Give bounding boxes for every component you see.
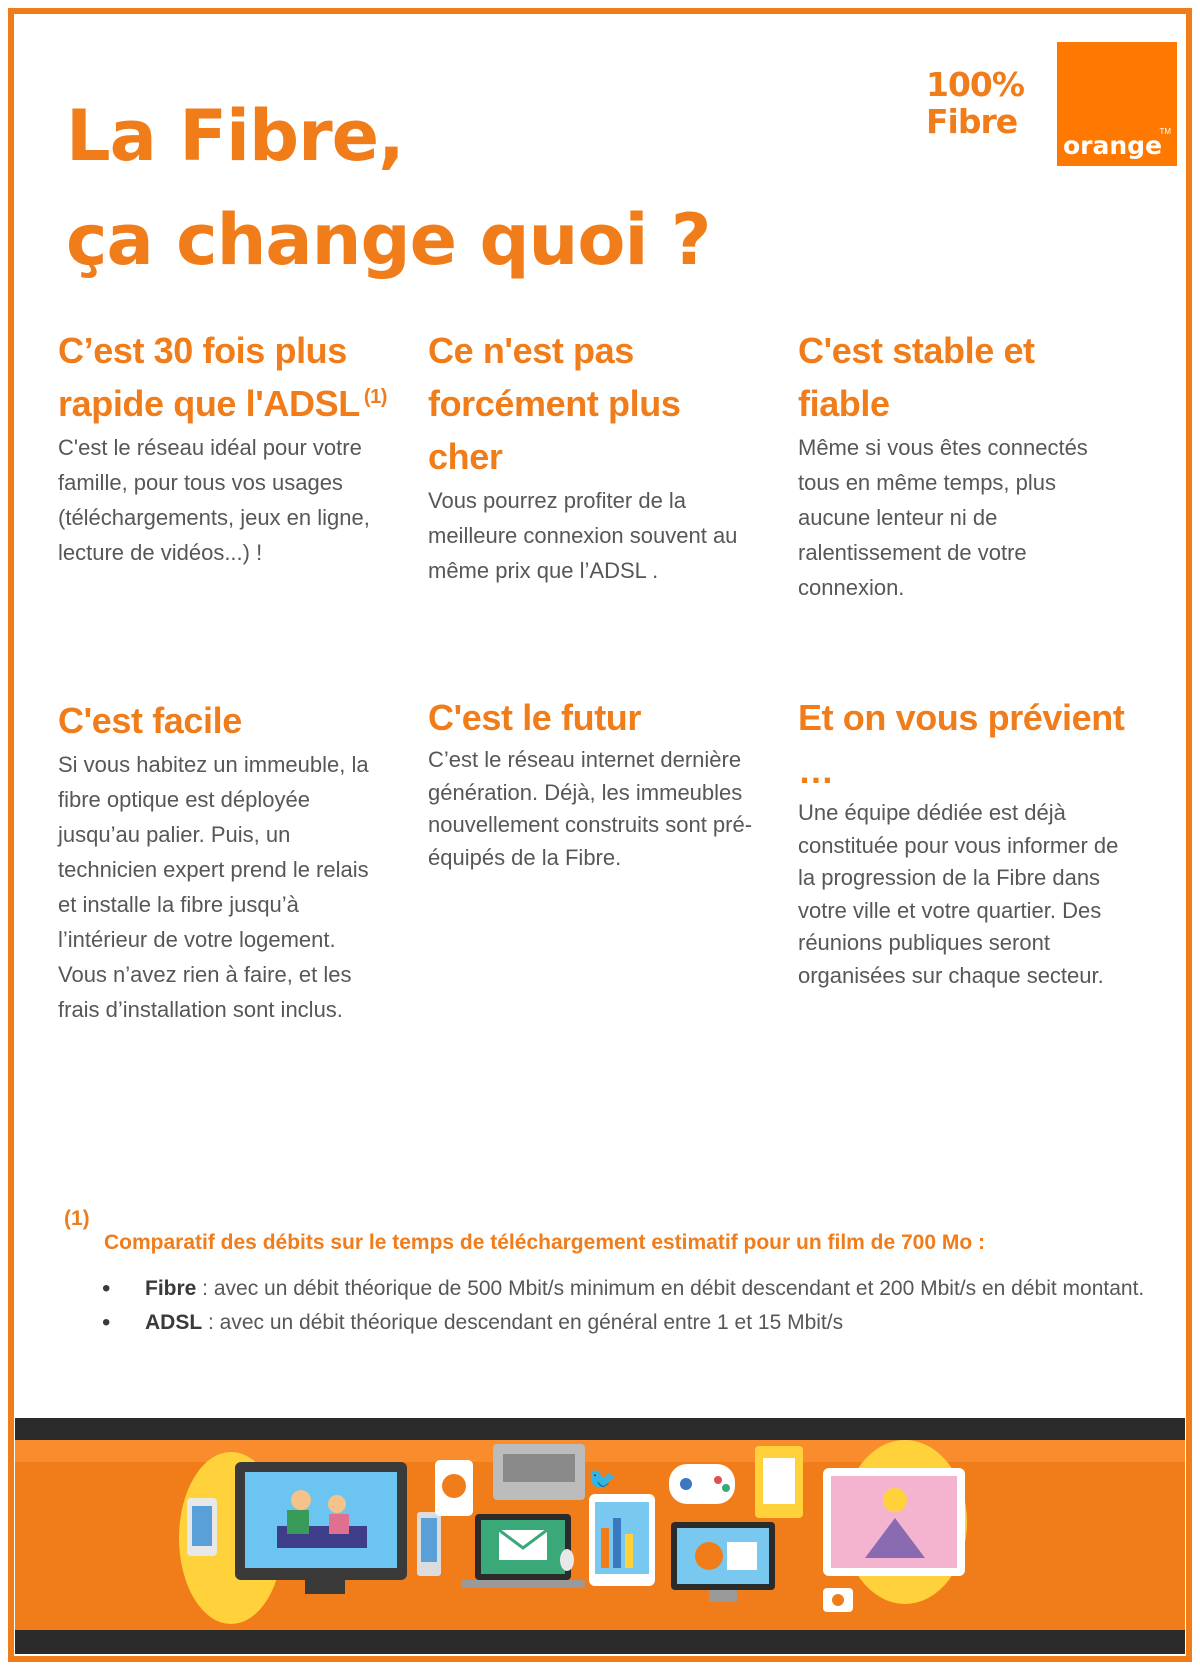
logo-wordmark: orange [1063,131,1163,160]
chat-phone-icon [435,1460,473,1516]
feature-title: C'est stable et fiable [798,330,1035,424]
feature-easy [58,694,388,1027]
feature-future [428,691,758,874]
footnote-list [102,1273,1152,1341]
title-line-2: ça change quoi ? [66,199,711,281]
title-line-1: La Fibre, [66,95,404,177]
footnote-mark: (1) [64,1207,90,1230]
feature-title: Et on vous prévient … [798,697,1125,791]
feature-title: C'est le futur [428,697,641,738]
tablet-icon [589,1494,655,1586]
twitter-bird-icon: 🐦 [587,1466,617,1494]
list-item [102,1273,1152,1305]
footnote-text: : avec un débit théorique descendant en général entre 1 et 15 Mbit/s [202,1311,844,1334]
footnote-heading: Comparatif des débits sur le temps de téléchargement estimatif pour un film de 700 Mo : [104,1231,986,1254]
footnote-ref: (1) [363,386,388,408]
feature-notify [798,691,1128,992]
fibre-badge-percent: 100% [926,65,1024,104]
mouse-icon [560,1549,574,1571]
feature-stability [798,324,1128,605]
fibre-badge [926,66,1024,140]
feature-title: C'est facile [58,700,242,741]
footnote-text: : avec un débit théorique de 500 Mbit/s minimum en débit descendant et 200 Mbit/s en débit montant. [196,1277,1145,1300]
devices-illustration [15,1418,1185,1654]
phone-icon [187,1498,217,1556]
feature-text: C'est le réseau idéal pour votre famille, pour tous vos usages (téléchargements, jeux en ligne, lecture de vidéos...) ! [58,435,370,565]
remote-icon [823,1588,853,1612]
footnote-term: Fibre [145,1277,197,1300]
feature-text: Même si vous êtes connectés tous en même temps, plus aucune lenteur ni de ralentissement de votre connexion. [798,435,1088,600]
devices-banner [15,1418,1185,1654]
feature-title: C’est 30 fois plus rapide que l'ADSL $^{(1)}$ [58,330,388,424]
feature-text: Une équipe dédiée est déjà constituée pour vous informer de la progression de la Fibre dans votre ville et votre quartier. Des réunions publiques seront organisées sur chaque secteur. [798,800,1119,988]
feature-price [428,324,758,588]
orange-logo [1057,42,1177,166]
feature-text: C’est le réseau internet dernière génération. Déjà, les immeubles nouvellement construits sont pré-équipés de la Fibre. [428,747,753,870]
banner-light-stripe [15,1440,1185,1462]
footnote-term: ADSL [145,1311,203,1334]
feature-speed [58,324,388,570]
photo-frame-icon [823,1468,965,1576]
tv-icon [235,1462,407,1594]
page-title [66,84,710,292]
logo-trademark: TM [1159,127,1171,136]
gamepad-icon [669,1464,735,1504]
page-frame [8,8,1192,1662]
monitor-icon [671,1522,775,1602]
feature-text: Si vous habitez un immeuble, la fibre optique est déployée jusqu’au palier. Puis, un technicien expert prend le relais et installe la fibre jusqu’à l’intérieur de votre logement. Vous n’avez rien à faire, et les frais d’installation sont inclus. [58,752,369,1022]
notebook-icon [755,1446,803,1518]
list-item [102,1307,1152,1339]
fibre-badge-word: Fibre [926,102,1018,141]
keyboard-icon [493,1444,585,1500]
desk-phone-icon [417,1512,441,1576]
feature-title: Ce n'est pas forcément plus cher [428,330,681,477]
feature-text: Vous pourrez profiter de la meilleure connexion souvent au même prix que l’ADSL . [428,488,738,583]
